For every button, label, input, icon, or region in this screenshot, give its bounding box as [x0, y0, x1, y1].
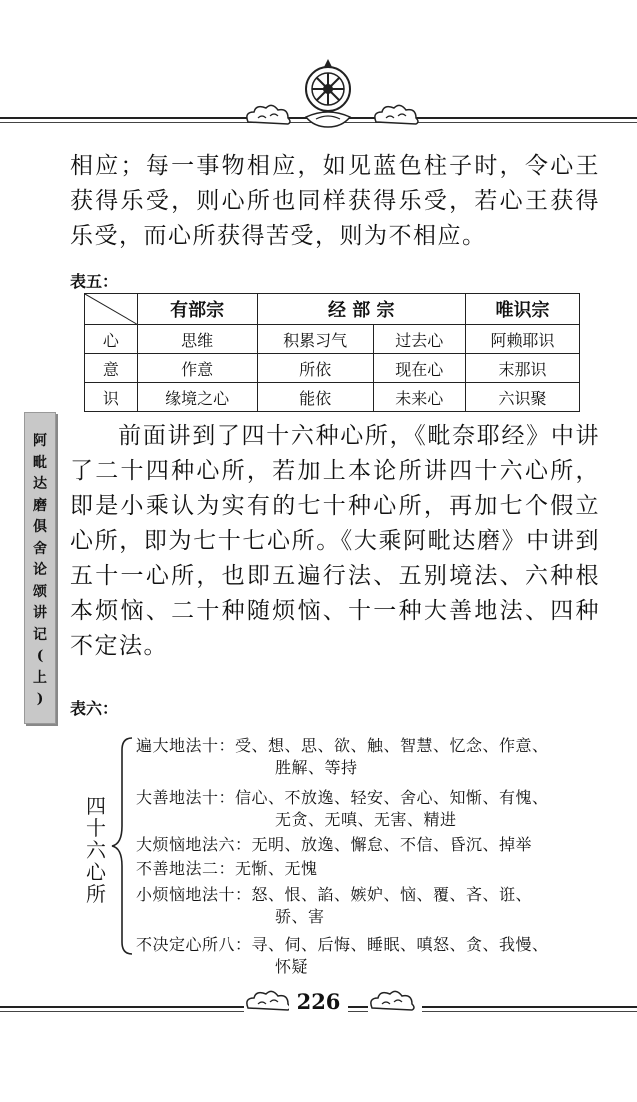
sidebar-title-char: 讲 [33, 605, 47, 621]
table6-category: 大烦恼地法六： [136, 835, 252, 854]
table6-items: 怒、恨、諂、嫉妒、恼、覆、吝、诳、 [251, 885, 533, 904]
table6-entry [136, 787, 549, 831]
table6-label: 表六： [70, 699, 119, 718]
table6-entry [136, 735, 549, 779]
table5-header-jingbu: 经 部 宗 [257, 294, 465, 325]
sidebar-title-char: 论 [33, 562, 47, 578]
table5-cell: 六识聚 [465, 383, 579, 412]
table5-cell: 能依 [257, 383, 373, 412]
table6-items: 受、想、思、欲、触、智慧、忆念、作意、 [235, 736, 549, 755]
table6-title [84, 795, 108, 905]
table5-cell: 末那识 [465, 354, 579, 383]
table5-cell: 过去心 [373, 325, 465, 354]
table5-corner-cell [85, 294, 138, 325]
sidebar-title-char: 磨 [33, 497, 47, 514]
table6-entry [136, 884, 532, 928]
table6-items: 信心、不放逸、轻安、舍心、知惭、有愧、 [235, 788, 549, 807]
table6-items: 无明、放逸、懈怠、不信、昏沉、掉举 [251, 835, 533, 854]
table5-cell: 现在心 [373, 354, 465, 383]
table5-header-weishi: 唯识宗 [465, 294, 579, 325]
table6-title-char: 所 [86, 882, 106, 906]
table6-category: 大善地法十： [136, 788, 236, 807]
table5-label: 表五： [70, 272, 119, 291]
paragraph-2 [70, 419, 600, 664]
table6-title-char: 四 [86, 794, 106, 818]
curly-brace-icon [110, 736, 136, 956]
sidebar-title-char: 记 [33, 626, 47, 643]
cloud-ornament-left-icon [244, 104, 294, 126]
table6-category: 小烦恼地法十： [136, 885, 252, 904]
table6-title-char: 心 [86, 860, 106, 884]
paragraph-2-text: 前面讲到了四十六种心所，《毗奈耶经》中讲了二十四种心所，若加上本论所讲四十六心所，即是小乘认为实有的七十种心所，再加七个假立心所，即为七十七心所。《大乘阿毗达磨》中讲到五十一心所，也即五遍行法、五别境法、六种根本烦恼、二十种随烦恼、十一种大善地法、四种不定法。 [70, 423, 600, 659]
table6-entry [136, 934, 549, 978]
dharma-wheel-icon [296, 55, 360, 135]
table5-cell: 思维 [137, 325, 257, 354]
table6-entry [136, 834, 532, 856]
table6-items: 寻、伺、后悔、睡眠、嗔怒、贪、我慢、 [251, 935, 549, 954]
table5-cell: 所依 [257, 354, 373, 383]
table6-category: 不决定心所八： [136, 935, 252, 954]
sidebar-title-char: ) [36, 691, 44, 707]
table-5 [84, 293, 580, 412]
table6-entry [136, 858, 318, 880]
table6-items-continued: 骄、害 [275, 907, 325, 926]
table6-title-char: 六 [86, 838, 106, 862]
paragraph-1: 相应；每一事物相应，如见蓝色柱子时，令心王获得乐受，则心所也同样获得乐受，若心王获得乐受，而心所获得苦受，则为不相应。 [70, 153, 600, 249]
table6-items-continued: 胜解、等持 [275, 758, 358, 777]
table6-items-continued: 怀疑 [275, 957, 309, 976]
sidebar-book-title [24, 412, 56, 724]
table5-row-head: 识 [85, 383, 138, 412]
table6-category: 不善地法二： [136, 859, 236, 878]
table5-header-youbu: 有部宗 [137, 294, 257, 325]
table6-items-continued: 无贪、无嗔、无害、精进 [275, 810, 457, 829]
table5-row-head: 意 [85, 354, 138, 383]
sidebar-title-char: 阿 [33, 433, 47, 449]
sidebar-title-char: 俱 [33, 519, 47, 535]
page-number [0, 989, 637, 1014]
table5-cell: 未来心 [373, 383, 465, 412]
sidebar-title-char: 舍 [33, 540, 47, 557]
table5-cell: 作意 [137, 354, 257, 383]
page-number-text: 226 [289, 989, 349, 1014]
table5-cell: 阿赖耶识 [465, 325, 579, 354]
sidebar-title-char: 达 [33, 476, 47, 492]
table6-items: 无惭、无愧 [235, 859, 318, 878]
table6-category: 遍大地法十： [136, 736, 236, 755]
table5-cell: 缘境之心 [137, 383, 257, 412]
sidebar-title-char: 上 [33, 669, 47, 686]
table5-row-head: 心 [85, 325, 138, 354]
sidebar-title-char: 颂 [33, 583, 47, 600]
table6-title-char: 十 [86, 816, 106, 840]
table5-cell: 积累习气 [257, 325, 373, 354]
cloud-ornament-right-icon [372, 104, 422, 126]
sidebar-title-char: ( [36, 648, 44, 664]
sidebar-title-char: 毗 [33, 454, 47, 471]
